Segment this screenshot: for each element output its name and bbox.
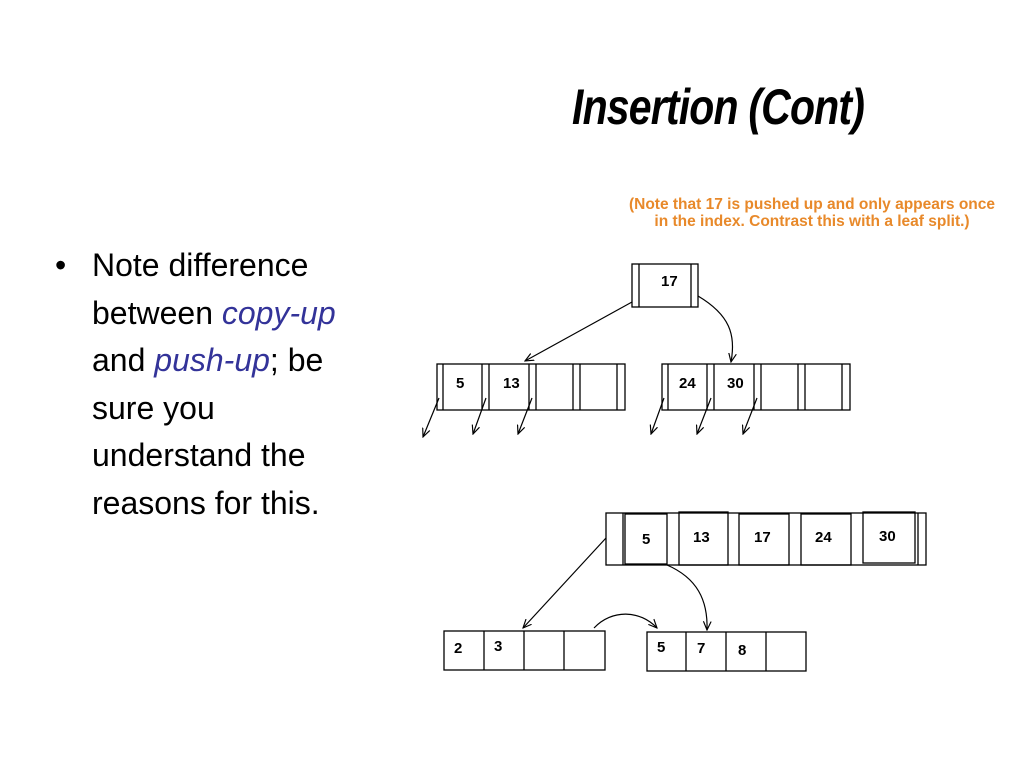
- push-up-term: push-up: [154, 342, 270, 378]
- slide-title: Insertion (Cont): [572, 79, 865, 135]
- leaf-right-key: 5: [657, 639, 666, 656]
- right-index-key: 30: [727, 375, 744, 392]
- bullet-text-end: ; be sure you understand the reasons for this.: [92, 342, 324, 521]
- leaf-left-key: 3: [494, 638, 503, 655]
- split-key: 5: [642, 531, 651, 548]
- left-index-key: 13: [503, 375, 520, 392]
- split-key: 24: [815, 529, 832, 546]
- left-index-node: [437, 364, 625, 410]
- leaf-node-left: [444, 631, 605, 670]
- copy-up-term: copy-up: [221, 294, 336, 331]
- split-key: 13: [693, 529, 710, 546]
- bullet-text-start: Note difference between: [92, 247, 309, 331]
- leaf-left-key: 2: [454, 640, 463, 657]
- bullet-marker: •: [55, 247, 67, 283]
- bullet-text-and: and: [92, 342, 155, 378]
- root-key: 17: [661, 273, 678, 290]
- root-pointers: [525, 296, 733, 362]
- split-key: 17: [754, 529, 771, 546]
- leaf-right-key: 7: [697, 640, 706, 657]
- left-index-key: 5: [456, 375, 465, 392]
- right-index-key: 24: [679, 375, 696, 392]
- orange-note: (Note that 17 is pushed up and only appears once in the index. Contrast this with a leaf split.): [628, 196, 996, 230]
- split-key: 30: [879, 528, 896, 545]
- leaf-right-key: 8: [738, 642, 747, 659]
- leaf-node-right: [647, 632, 806, 671]
